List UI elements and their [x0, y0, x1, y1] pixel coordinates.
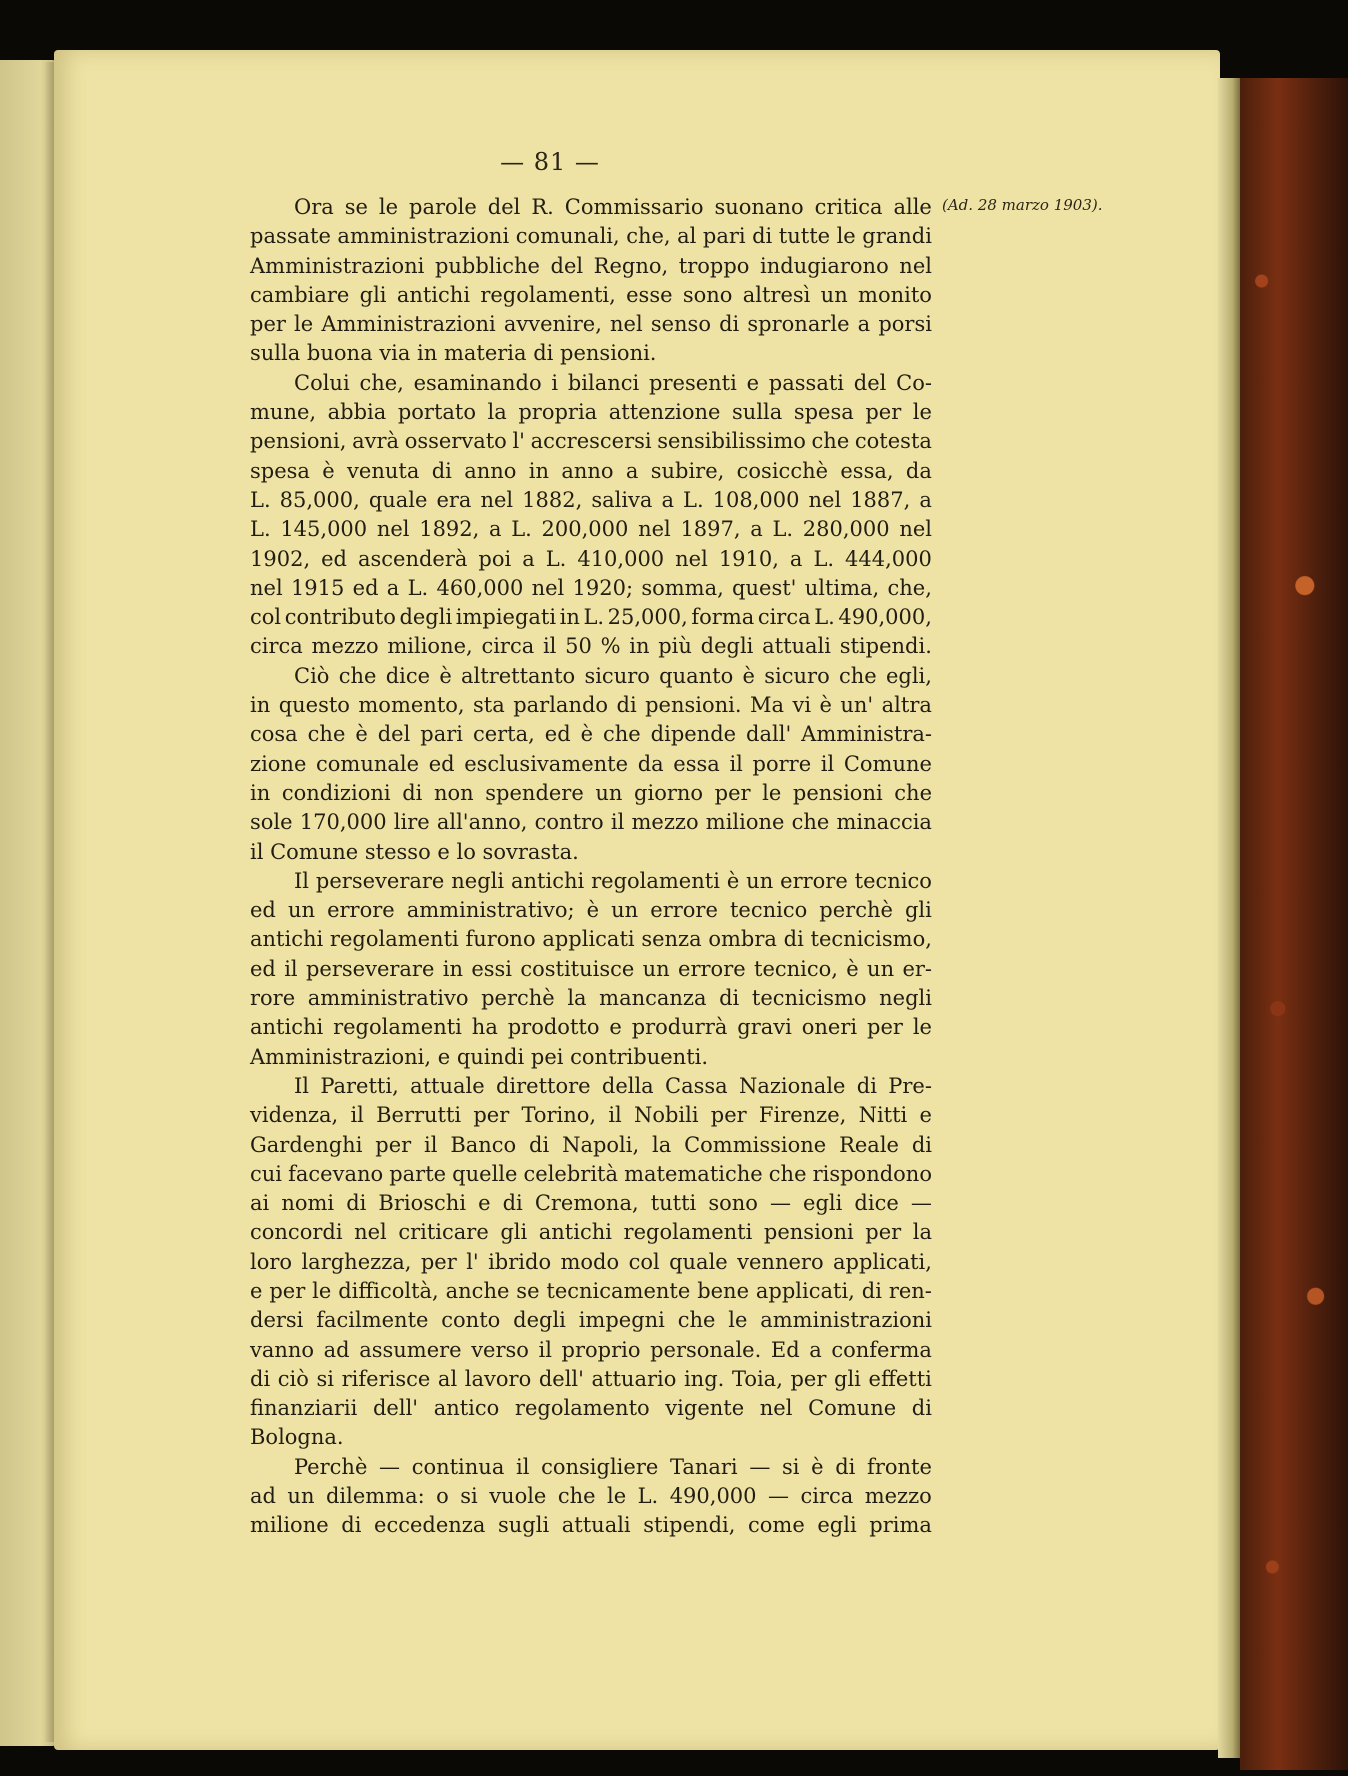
- text-line: concordi nel criticare gli antichi regolamenti pensioni per la: [250, 1220, 932, 1245]
- text-line: ed un errore amministrativo; è un errore tecnico perchè gli: [250, 898, 932, 923]
- margin-date-note: (Ad. 28 marzo 1903).: [942, 196, 1103, 214]
- text-line: L. 85,000, quale era nel 1882, saliva a L. 108,000 nel 1887, a: [250, 487, 932, 512]
- page-number: — 81 —: [500, 148, 600, 176]
- page-fore-edge: [1218, 78, 1242, 1758]
- text-line: dersi facilmente conto degli impegni che le amministrazioni: [250, 1308, 932, 1333]
- text-line: di ciò si riferisce al lavoro dell' attuario ing. Toia, per gli effetti: [250, 1366, 932, 1391]
- text-line: vanno ad assumere verso il proprio personale. Ed a conferma: [250, 1337, 932, 1362]
- text-line: sole 170,000 lire all'anno, contro il mezzo milione che minaccia: [250, 810, 932, 835]
- text-line: cosa che è del pari certa, ed è che dipende dall' Amministra-: [250, 722, 932, 747]
- text-line: Amministrazioni, e quindi pei contribuenti.: [250, 1044, 709, 1069]
- text-line: circa mezzo milione, circa il 50 % in più degli attuali stipendi.: [250, 634, 932, 659]
- text-line: Amministrazioni pubbliche del Regno, troppo indugiarono nel: [250, 253, 932, 278]
- show-through-text: [118, 210, 228, 444]
- text-line: spesa è venuta di anno in anno a subire, cosicchè essa, da: [250, 458, 932, 483]
- text-line: sulla buona via in materia di pensioni.: [250, 341, 657, 366]
- text-line: col contributo degli impiegati in L. 25,000, forma circa L. 490,000,: [250, 605, 932, 630]
- text-line: Perchè — continua il consigliere Tanari — si è di fronte: [294, 1454, 932, 1479]
- text-line: Ora se le parole del R. Commissario suonano critica alle: [294, 195, 932, 219]
- text-line: cambiare gli antichi regolamenti, esse sono altresì un monito: [250, 282, 932, 307]
- body-text: [250, 193, 932, 1541]
- text-line: in condizioni di non spendere un giorno per le pensioni che: [250, 780, 932, 805]
- text-line: e per le difficoltà, anche se tecnicamente bene applicati, di ren-: [250, 1278, 932, 1303]
- text-line: loro larghezza, per l' ibrido modo col quale vennero applicati,: [250, 1249, 932, 1274]
- text-line: passate amministrazioni comunali, che, al pari di tutte le grandi: [250, 224, 932, 249]
- text-line: rore amministrativo perchè la mancanza di tecnicismo negli: [250, 986, 932, 1011]
- text-line: antichi regolamenti furono applicati senza ombra di tecnicismo,: [250, 927, 932, 952]
- text-line: antichi regolamenti ha prodotto e produrrà gravi oneri per le: [250, 1015, 932, 1040]
- text-line: finanziarii dell' antico regolamento vigente nel Comune di: [250, 1396, 932, 1421]
- text-line: L. 145,000 nel 1892, a L. 200,000 nel 1897, a L. 280,000 nel: [250, 517, 932, 542]
- marbled-book-cover: [1240, 78, 1348, 1770]
- text-line: Il perseverare negli antichi regolamenti è un errore tecnico: [294, 868, 932, 893]
- text-line: Colui che, esaminando i bilanci presenti e passati del Co-: [294, 370, 932, 395]
- text-line: ad un dilemma: o si vuole che le L. 490,000 — circa mezzo: [250, 1484, 932, 1509]
- text-line: il Comune stesso e lo sovrasta.: [250, 839, 579, 864]
- text-line: milione di eccedenza sugli attuali stipendi, come egli prima: [250, 1513, 932, 1538]
- text-line: per le Amministrazioni avvenire, nel senso di spronarle a porsi: [250, 312, 932, 337]
- text-line: mune, abbia portato la propria attenzione sulla spesa per le: [250, 400, 932, 425]
- text-line: Bologna.: [250, 1425, 344, 1450]
- text-line: Gardenghi per il Banco di Napoli, la Commissione Reale di: [250, 1132, 932, 1157]
- text-line: zione comunale ed esclusivamente da essa il porre il Comune: [250, 751, 932, 776]
- text-line: Ciò che dice è altrettanto sicuro quanto è sicuro che egli,: [294, 663, 932, 688]
- text-line: Il Paretti, attuale direttore della Cassa Nazionale di Pre-: [294, 1073, 932, 1098]
- text-line: 1902, ed ascenderà poi a L. 410,000 nel 1910, a L. 444,000: [250, 546, 932, 571]
- text-line: videnza, il Berrutti per Torino, il Nobili per Firenze, Nitti e: [250, 1103, 932, 1128]
- text-line: nel 1915 ed a L. 460,000 nel 1920; somma, quest' ultima, che,: [250, 575, 932, 600]
- text-line: ed il perseverare in essi costituisce un errore tecnico, è un er-: [250, 956, 932, 981]
- text-line: in questo momento, sta parlando di pensioni. Ma vi è un' altra: [250, 693, 932, 718]
- text-line: pensioni, avrà osservato l' accrescersi sensibilissimo che cotesta: [250, 429, 932, 454]
- text-line: cui facevano parte quelle celebrità matematiche che rispondono: [250, 1161, 932, 1186]
- text-line: ai nomi di Brioschi e di Cremona, tutti sono — egli dice —: [250, 1191, 932, 1216]
